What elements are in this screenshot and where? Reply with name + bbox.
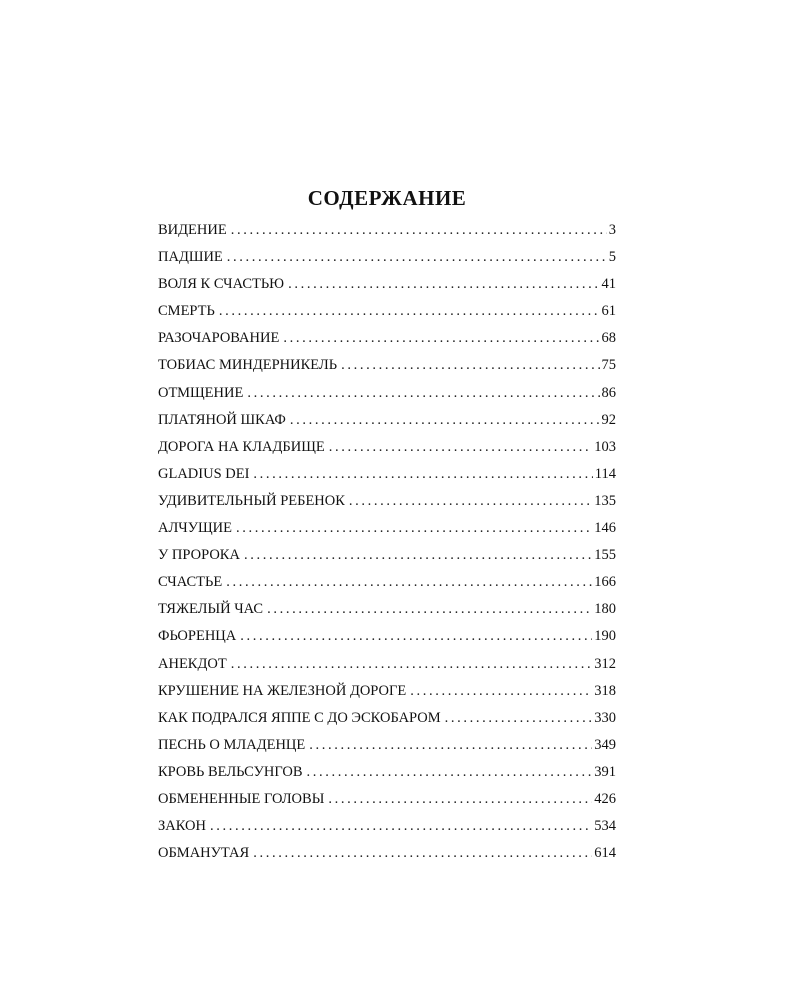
toc-leader-dots: [445, 710, 593, 727]
toc-entry-page-number: 349: [594, 736, 616, 753]
toc-leader-dots: [307, 764, 593, 781]
toc-entry-title: ТОБИАС МИНДЕРНИКЕЛЬ: [158, 357, 338, 374]
toc-entry: [158, 683, 616, 710]
toc-leader-dots: [253, 845, 592, 862]
toc-entry-title: СЧАСТЬЕ: [158, 574, 223, 591]
toc-entry: [158, 845, 616, 872]
toc-entry: [158, 412, 616, 439]
toc-entry: [158, 656, 616, 683]
toc-entry-page-number: 3: [608, 222, 616, 238]
toc-entry: [158, 385, 616, 412]
toc-entry-title: АНЕКДОТ: [158, 655, 227, 672]
toc-entry-title: РАЗОЧАРОВАНИЕ: [158, 330, 280, 347]
toc-entry: [158, 222, 616, 249]
toc-entry-page-number: 180: [594, 601, 616, 618]
toc-entry: [158, 818, 616, 845]
toc-leader-dots: [210, 818, 592, 835]
toc-entry: [158, 330, 616, 357]
toc-entry-title: У ПРОРОКА: [158, 547, 240, 564]
toc-leader-dots: [226, 574, 592, 591]
toc-entry: [158, 520, 616, 547]
toc-entry-title: ВОЛЯ К СЧАСТЬЮ: [158, 276, 285, 293]
toc-entry-title: ОБМЕНЕННЫЕ ГОЛОВЫ: [158, 790, 325, 807]
toc-leader-dots: [231, 656, 593, 673]
toc-entry-page-number: 75: [601, 357, 616, 374]
toc-leader-dots: [329, 439, 593, 456]
toc-leader-dots: [231, 222, 607, 239]
toc-leader-dots: [247, 385, 599, 402]
toc-entry: [158, 764, 616, 791]
toc-entry: [158, 737, 616, 764]
toc-entry: [158, 276, 616, 303]
toc-entry-title: ОБМАНУТАЯ: [158, 845, 250, 862]
toc-leader-dots: [309, 737, 592, 754]
toc-leader-dots: [349, 493, 592, 510]
toc-leader-dots: [227, 249, 607, 266]
table-of-contents: [158, 222, 616, 872]
toc-entry-title: СМЕРТЬ: [158, 303, 215, 320]
toc-entry-title: ДОРОГА НА КЛАДБИЩЕ: [158, 438, 325, 455]
toc-entry-page-number: 146: [594, 520, 616, 537]
toc-entry-page-number: 330: [594, 709, 616, 726]
toc-entry-title: УДИВИТЕЛЬНЫЙ РЕБЕНОК: [158, 492, 345, 509]
toc-entry-page-number: 92: [601, 411, 616, 428]
toc-entry-page-number: 614: [594, 845, 616, 862]
toc-entry: [158, 547, 616, 574]
toc-entry-title: КРУШЕНИЕ НА ЖЕЛЕЗНОЙ ДОРОГЕ: [158, 682, 407, 699]
toc-entry: [158, 439, 616, 466]
toc-leader-dots: [410, 683, 592, 700]
toc-entry-page-number: 41: [601, 276, 616, 293]
toc-entry-title: ЗАКОН: [158, 818, 206, 835]
toc-leader-dots: [288, 276, 599, 293]
toc-entry-title: GLADIUS DEI: [158, 465, 250, 482]
toc-entry-title: ПАДШИЕ: [158, 249, 223, 266]
toc-entry-page-number: 391: [594, 763, 616, 780]
toc-leader-dots: [328, 791, 592, 808]
toc-entry: [158, 249, 616, 276]
toc-entry-page-number: 114: [594, 465, 616, 482]
toc-entry-page-number: 135: [594, 492, 616, 509]
toc-entry-page-number: 534: [594, 818, 616, 835]
toc-entry-page-number: 103: [594, 438, 616, 455]
toc-entry-page-number: 318: [594, 682, 616, 699]
toc-entry: [158, 303, 616, 330]
toc-entry-title: ПЛАТЯНОЙ ШКАФ: [158, 411, 286, 428]
toc-entry-title: ОТМЩЕНИЕ: [158, 384, 244, 401]
toc-entry-title: ТЯЖЕЛЫЙ ЧАС: [158, 601, 264, 618]
toc-entry-page-number: 312: [594, 655, 616, 672]
page-title: СОДЕРЖАНИЕ: [307, 186, 467, 211]
toc-entry-page-number: 155: [594, 547, 616, 564]
toc-entry-page-number: 68: [601, 330, 616, 347]
toc-entry: [158, 574, 616, 601]
toc-entry: [158, 357, 616, 384]
toc-entry-page-number: 86: [601, 384, 616, 401]
toc-leader-dots: [240, 628, 592, 645]
toc-entry-title: КАК ПОДРАЛСЯ ЯППЕ С ДО ЭСКОБАРОМ: [158, 709, 441, 726]
toc-entry-page-number: 61: [601, 303, 616, 320]
toc-entry-title: ПЕСНЬ О МЛАДЕНЦЕ: [158, 736, 306, 753]
toc-leader-dots: [236, 520, 592, 537]
toc-leader-dots: [283, 330, 599, 347]
toc-entry: [158, 493, 616, 520]
toc-entry: [158, 791, 616, 818]
toc-leader-dots: [244, 547, 592, 564]
toc-entry-title: КРОВЬ ВЕЛЬСУНГОВ: [158, 763, 303, 780]
toc-entry: [158, 710, 616, 737]
toc-leader-dots: [290, 412, 600, 429]
toc-entry-page-number: 166: [594, 574, 616, 591]
toc-entry-page-number: 5: [608, 249, 616, 266]
toc-entry-page-number: 426: [594, 790, 616, 807]
toc-leader-dots: [219, 303, 600, 320]
toc-leader-dots: [341, 357, 599, 374]
toc-entry: [158, 601, 616, 628]
toc-entry: [158, 466, 616, 493]
toc-leader-dots: [267, 601, 592, 618]
toc-entry-title: ВИДЕНИЕ: [158, 222, 227, 238]
toc-entry-page-number: 190: [594, 628, 616, 645]
toc-entry-title: АЛЧУЩИЕ: [158, 520, 232, 537]
toc-leader-dots: [253, 466, 592, 483]
toc-entry: [158, 628, 616, 655]
toc-entry-title: ФЬОРЕНЦА: [158, 628, 237, 645]
